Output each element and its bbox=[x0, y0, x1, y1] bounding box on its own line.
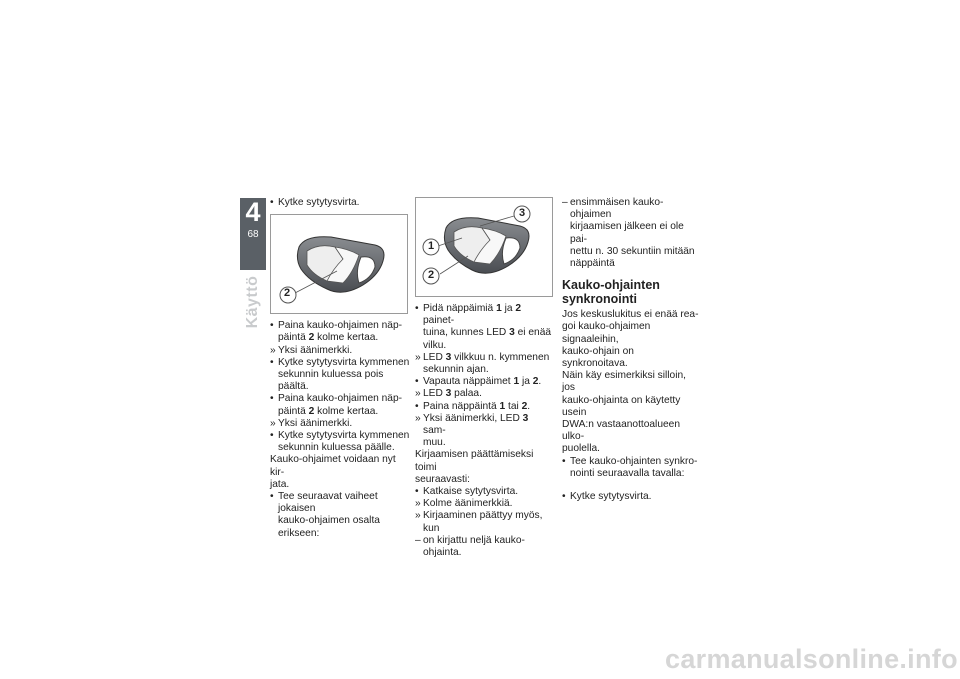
step: päintä 2 kolme kertaa. bbox=[278, 332, 379, 344]
watermark: carmanualsonline.info bbox=[665, 644, 958, 674]
result: sekunnin ajan. bbox=[423, 364, 489, 376]
condition: – on kirjattu neljä kauko-ohjainta. bbox=[415, 534, 525, 559]
paragraph-line: seuraavasti: bbox=[415, 473, 470, 485]
step: • Kytke sytytysvirta kymmenen bbox=[270, 356, 410, 368]
paragraph-line: Kirjaamisen päättämiseksi toimi bbox=[415, 449, 534, 473]
step: • Katkaise sytytysvirta. bbox=[415, 486, 519, 498]
result: » Yksi äänimerkki, LED 3 sam- bbox=[415, 412, 529, 437]
step: • Pidä näppäimiä 1 ja 2 painet- bbox=[415, 303, 522, 327]
result: » Yksi äänimerkki. bbox=[270, 344, 353, 356]
step: päintä 2 kolme kertaa. bbox=[278, 405, 379, 417]
callout-3: 3 bbox=[519, 207, 526, 219]
step: • Tee seuraavat vaiheet jokaisen bbox=[270, 491, 378, 515]
step: • Paina kauko-ohjaimen näp- bbox=[270, 320, 403, 332]
paragraph-line: Näin käy esimerkiksi silloin, jos bbox=[562, 370, 686, 394]
condition: nettu n. 30 sekuntiin mitään bbox=[570, 245, 695, 257]
paragraph-line: kauko-ohjainta on käytetty usein bbox=[562, 394, 681, 418]
result: » Kirjaaminen päättyy myös, kun bbox=[415, 510, 543, 534]
chapter-number: 4 bbox=[245, 197, 261, 227]
condition: kirjaamisen jälkeen ei ole pai- bbox=[570, 221, 684, 245]
column-2 bbox=[415, 197, 553, 559]
paragraph-line: goi kauko-ohjaimen signaaleihin, bbox=[562, 321, 651, 345]
step: vilku. bbox=[423, 339, 447, 351]
key-fob-figure-1 bbox=[270, 214, 408, 314]
section-heading: Kauko-ohjainten synkronointi bbox=[562, 278, 660, 307]
result: muu. bbox=[423, 437, 446, 449]
condition: näppäintä bbox=[570, 258, 615, 270]
intro-step: • Kytke sytytysvirta. bbox=[270, 197, 410, 209]
step: • Vapauta näppäimet 1 ja 2. bbox=[415, 376, 542, 388]
callout-2: 2 bbox=[284, 287, 291, 300]
callout-1: 1 bbox=[428, 240, 435, 252]
column-3 bbox=[562, 197, 700, 503]
callout-2: 2 bbox=[428, 269, 435, 281]
step: nointi seuraavalla tavalla: bbox=[570, 467, 685, 479]
result: » Yksi äänimerkki. bbox=[270, 417, 353, 429]
condition: – ensimmäisen kauko-ohjaimen bbox=[562, 197, 664, 221]
paragraph-line: DWA:n vastaanottoalueen ulko- bbox=[562, 419, 680, 443]
step: sekunnin kuluessa päälle. bbox=[278, 442, 395, 454]
side-title-text: Käyttö bbox=[244, 275, 261, 329]
step: • Paina kauko-ohjaimen näp- bbox=[270, 393, 403, 405]
paragraph-line: Jos keskuslukitus ei enää rea- bbox=[562, 309, 699, 321]
key-fob-illustration bbox=[271, 215, 407, 313]
step: tuina, kunnes LED 3 ei enää bbox=[423, 327, 552, 339]
result: » LED 3 palaa. bbox=[415, 388, 482, 400]
column-1 bbox=[270, 197, 410, 540]
paragraph-line: puolella. bbox=[562, 443, 600, 455]
paragraph-line: jata. bbox=[270, 478, 290, 490]
paragraph-line: Kauko-ohjaimet voidaan nyt kir- bbox=[270, 454, 396, 478]
result: » Kolme äänimerkkiä. bbox=[415, 498, 513, 510]
result: » LED 3 vilkkuu n. kymmenen bbox=[415, 351, 550, 363]
step: sekunnin kuluessa pois päältä. bbox=[278, 369, 384, 393]
step: • Tee kauko-ohjainten synkro- bbox=[562, 455, 698, 467]
page-number: 68 bbox=[247, 229, 259, 240]
intro-step-text: Kytke sytytysvirta. bbox=[278, 197, 360, 208]
step: • Kytke sytytysvirta kymmenen bbox=[270, 430, 410, 442]
step: • Paina näppäintä 1 tai 2. bbox=[415, 400, 531, 412]
step: kauko-ohjaimen osalta erikseen: bbox=[278, 515, 380, 539]
paragraph-line: kauko-ohjain on synkronoitava. bbox=[562, 345, 634, 370]
key-fob-illustration bbox=[416, 198, 552, 296]
key-fob-figure-2 bbox=[415, 197, 553, 297]
step: • Kytke sytytysvirta. bbox=[562, 491, 652, 503]
